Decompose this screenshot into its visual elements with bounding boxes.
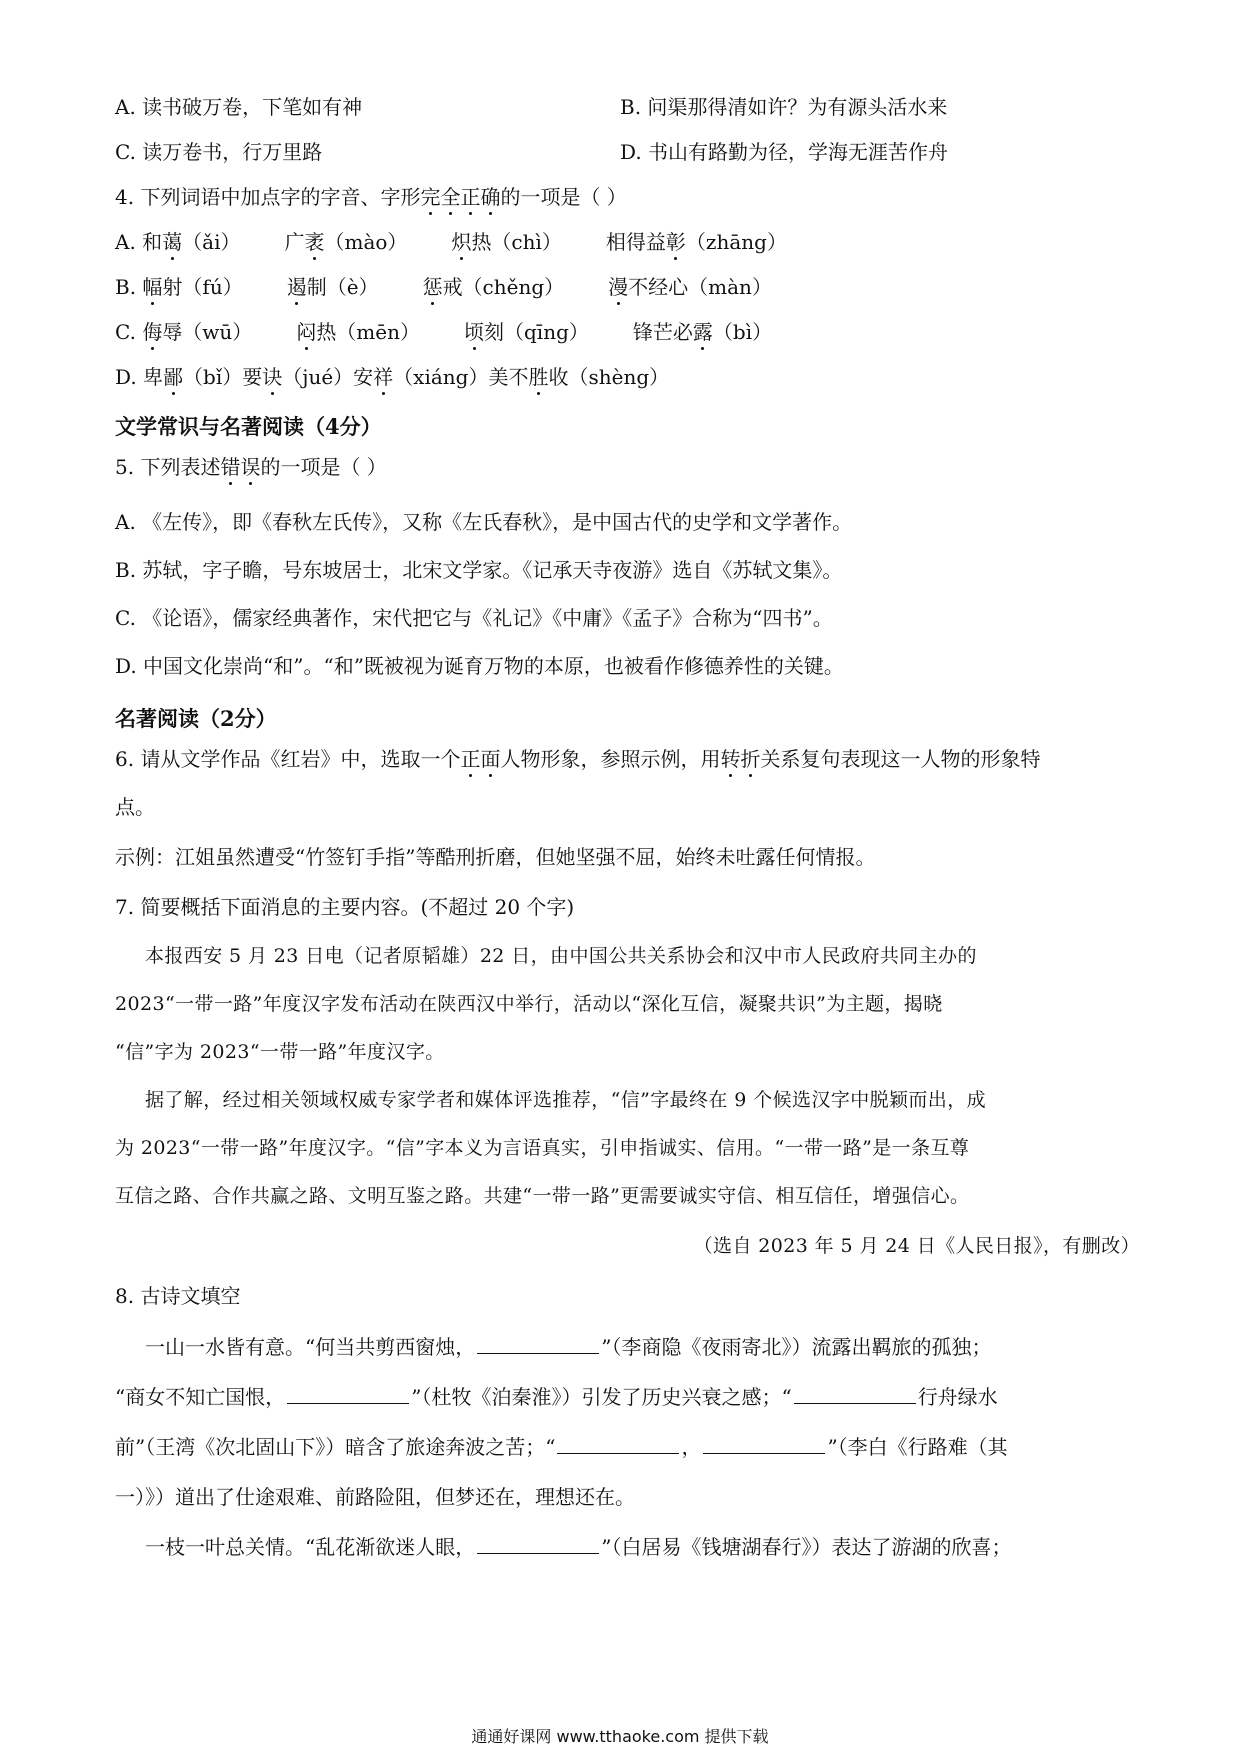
q4-option-a [115, 228, 787, 256]
seg: （bì） [712, 320, 773, 344]
news-line: 互信之路、合作共赢之路、文明互鉴之路。共建“一带一路”更需要诚实守信、相互信任，增强信心。 [115, 1185, 970, 1207]
q8-text: ”（李商隐《夜雨寄北》）流露出羁旅的孤独； [601, 1335, 992, 1359]
dotted-char: 正 [460, 185, 481, 209]
q8-line-5 [145, 1533, 1011, 1561]
dotted-char: 全 [440, 185, 461, 209]
q6-example: 示例：江姐虽然遭受“竹签钉手指”等酷刑折磨，但她坚强不屈，始终未吐露任何情报。 [115, 845, 876, 869]
seg: 制（è） [306, 275, 379, 299]
q6-text: 人物形象，参照示例，用 [500, 747, 721, 771]
dotted-char: 完 [420, 185, 441, 209]
q8-text: ， [681, 1435, 702, 1459]
q5-option-b: B. 苏轼，字子瞻，号东坡居士，北宋文学家。《记承天寺夜游》选自《苏轼文集》。 [115, 558, 843, 582]
q4-option-c [115, 318, 772, 346]
seg: 辱（wū） [162, 320, 253, 344]
fill-blank[interactable] [287, 1383, 409, 1404]
fill-blank[interactable] [794, 1383, 916, 1404]
q3-option-d: D. 书山有路勤为径，学海无涯苦作舟 [620, 140, 949, 164]
dotted-char: 露 [692, 320, 713, 344]
seg: （mào） [324, 230, 408, 254]
q5-stem-end: 的一项是（ ） [260, 455, 387, 479]
q8-text: “商女不知亡国恨， [115, 1385, 286, 1409]
dotted-char: 错 [220, 455, 241, 479]
q5-stem-text: 5. 下列表述 [115, 455, 221, 479]
dotted-char: 蔼 [162, 230, 183, 254]
q6-emphasis-transition [720, 747, 760, 771]
seg: B. [115, 275, 143, 299]
seg: （xiáng）美不 [393, 365, 529, 389]
q5-option-a: A. 《左传》，即《春秋左氏传》，又称《左氏春秋》，是中国古代的史学和文学著作。 [115, 510, 853, 534]
q6-emphasis-positive [460, 747, 500, 771]
q8-text: 一枝一叶总关情。“乱花渐欲迷人眼， [145, 1535, 476, 1559]
q8-text: 前”（王湾《次北固山下》）暗含了旅途奔波之苦；“ [115, 1435, 556, 1459]
q8-line-2 [115, 1383, 998, 1411]
q8-line-1 [145, 1333, 991, 1361]
dotted-char: 转 [720, 747, 741, 771]
q3-option-a: A. 读书破万卷，下笔如有神 [115, 95, 363, 119]
dotted-char: 正 [460, 747, 481, 771]
dotted-char: 胜 [528, 365, 549, 389]
q6-text: 关系复句表现这一人物的形象特 [760, 747, 1041, 771]
seg: （ǎi） [182, 230, 241, 254]
seg: 刻（qīng） [484, 320, 589, 344]
section-heading-reading: 名著阅读（2分） [115, 706, 277, 731]
dotted-char: 顷 [464, 320, 484, 344]
seg: C. [115, 320, 143, 344]
q4-stem-text: 4. 下列词语中加点字的字音、字形 [115, 185, 421, 209]
q4-stem-end: 的一项是（ ） [500, 185, 627, 209]
q5-option-d: D. 中国文化崇尚“和”。“和”既被视为诞育万物的本原，也被看作修德养性的关键。 [115, 654, 844, 678]
q6-text: 6. 请从文学作品《红岩》中，选取一个 [115, 747, 461, 771]
q8-text: ”（李白《行路难（其 [827, 1435, 1008, 1459]
seg: （zhāng） [685, 230, 787, 254]
seg: 不经心（màn） [628, 275, 772, 299]
dotted-char: 遏 [286, 275, 307, 299]
dotted-char: 祥 [373, 365, 394, 389]
dotted-char: 面 [480, 747, 501, 771]
news-line: 本报西安 5 月 23 日电（记者原韬雄）22 日，由中国公共关系协会和汉中市人民政府共同主办的 [145, 945, 977, 967]
q4-option-d [115, 363, 669, 391]
section-heading-literature: 文学常识与名著阅读（4分） [115, 414, 382, 439]
seg: 射（fú） [162, 275, 243, 299]
fill-blank[interactable] [477, 1533, 599, 1554]
q8-text: ”（白居易《钱塘湖春行》）表达了游湖的欣喜； [601, 1535, 1012, 1559]
seg: 广 [284, 230, 305, 254]
news-line: 为 2023“一带一路”年度汉字。“信”字本义为言语真实，引申指诚实、信用。“一带一路”是一条互尊 [115, 1137, 970, 1159]
q7-stem: 7. 简要概括下面消息的主要内容。(不超过 20 个字) [115, 895, 575, 919]
dotted-char: 漫 [608, 275, 629, 299]
dotted-char: 诀 [262, 365, 283, 389]
q3-option-c: C. 读万卷书，行万里路 [115, 140, 323, 164]
q8-line-4: 一）》）道出了仕途艰难、前路险阻，但梦还在，理想还在。 [115, 1485, 635, 1509]
q8-text: ”（杜牧《泊秦淮》）引发了历史兴衰之感；“ [411, 1385, 792, 1409]
q4-option-b [115, 273, 772, 301]
fill-blank[interactable] [557, 1433, 679, 1454]
q8-stem: 8. 古诗文填空 [115, 1284, 241, 1308]
dotted-char: 闷 [296, 320, 317, 344]
q8-line-3 [115, 1433, 1008, 1461]
news-line: 2023“一带一路”年度汉字发布活动在陕西汉中举行，活动以“深化互信，凝聚共识”为主题，揭晓 [115, 993, 943, 1015]
q8-text: 行舟绿水 [917, 1385, 998, 1409]
seg: A. 和 [115, 230, 163, 254]
seg: D. 卑 [115, 365, 164, 389]
footer-download-note: 通通好课网 www.tthaoke.com 提供下载 [471, 1727, 769, 1746]
dotted-char: 确 [480, 185, 501, 209]
dotted-char: 侮 [142, 320, 163, 344]
q8-text: 一山一水皆有意。“何当共剪西窗烛， [145, 1335, 476, 1359]
dotted-char: 袤 [304, 230, 325, 254]
news-source: （选自 2023 年 5 月 24 日《人民日报》，有删改） [693, 1235, 1140, 1257]
news-line: “信”字为 2023“一带一路”年度汉字。 [115, 1041, 445, 1063]
q3-option-b: B. 问渠那得清如许？为有源头活水来 [620, 95, 948, 119]
fill-blank[interactable] [477, 1333, 599, 1354]
q5-option-c: C. 《论语》，儒家经典著作，宋代把它与《礼记》《中庸》《孟子》合称为“四书”。 [115, 606, 833, 630]
news-line: 据了解，经过相关领域权威专家学者和媒体评选推荐，“信”字最终在 9 个候选汉字中脱颖而出，成 [145, 1089, 986, 1111]
seg: 相得益 [605, 230, 666, 254]
seg: 热（mēn） [316, 320, 420, 344]
q6-stem [115, 745, 1040, 773]
seg: （jué）安 [282, 365, 374, 389]
seg: 戒（chěng） [442, 275, 565, 299]
dotted-char: 炽 [451, 230, 472, 254]
dotted-char: 彰 [665, 230, 686, 254]
q5-stem-emphasis [220, 455, 260, 479]
dotted-char: 幅 [142, 275, 163, 299]
seg: 收（shèng） [548, 365, 670, 389]
q4-stem [115, 183, 627, 211]
seg: 热（chì） [471, 230, 562, 254]
fill-blank[interactable] [703, 1433, 825, 1454]
dotted-char: 折 [740, 747, 761, 771]
q5-stem [115, 453, 387, 481]
dotted-char: 惩 [422, 275, 443, 299]
seg: （bǐ）要 [183, 365, 263, 389]
q4-stem-emphasis [420, 185, 500, 209]
q6-stem-cont: 点。 [115, 795, 155, 819]
dotted-char: 误 [240, 455, 261, 479]
seg: 锋芒必 [632, 320, 693, 344]
dotted-char: 鄙 [163, 365, 184, 389]
